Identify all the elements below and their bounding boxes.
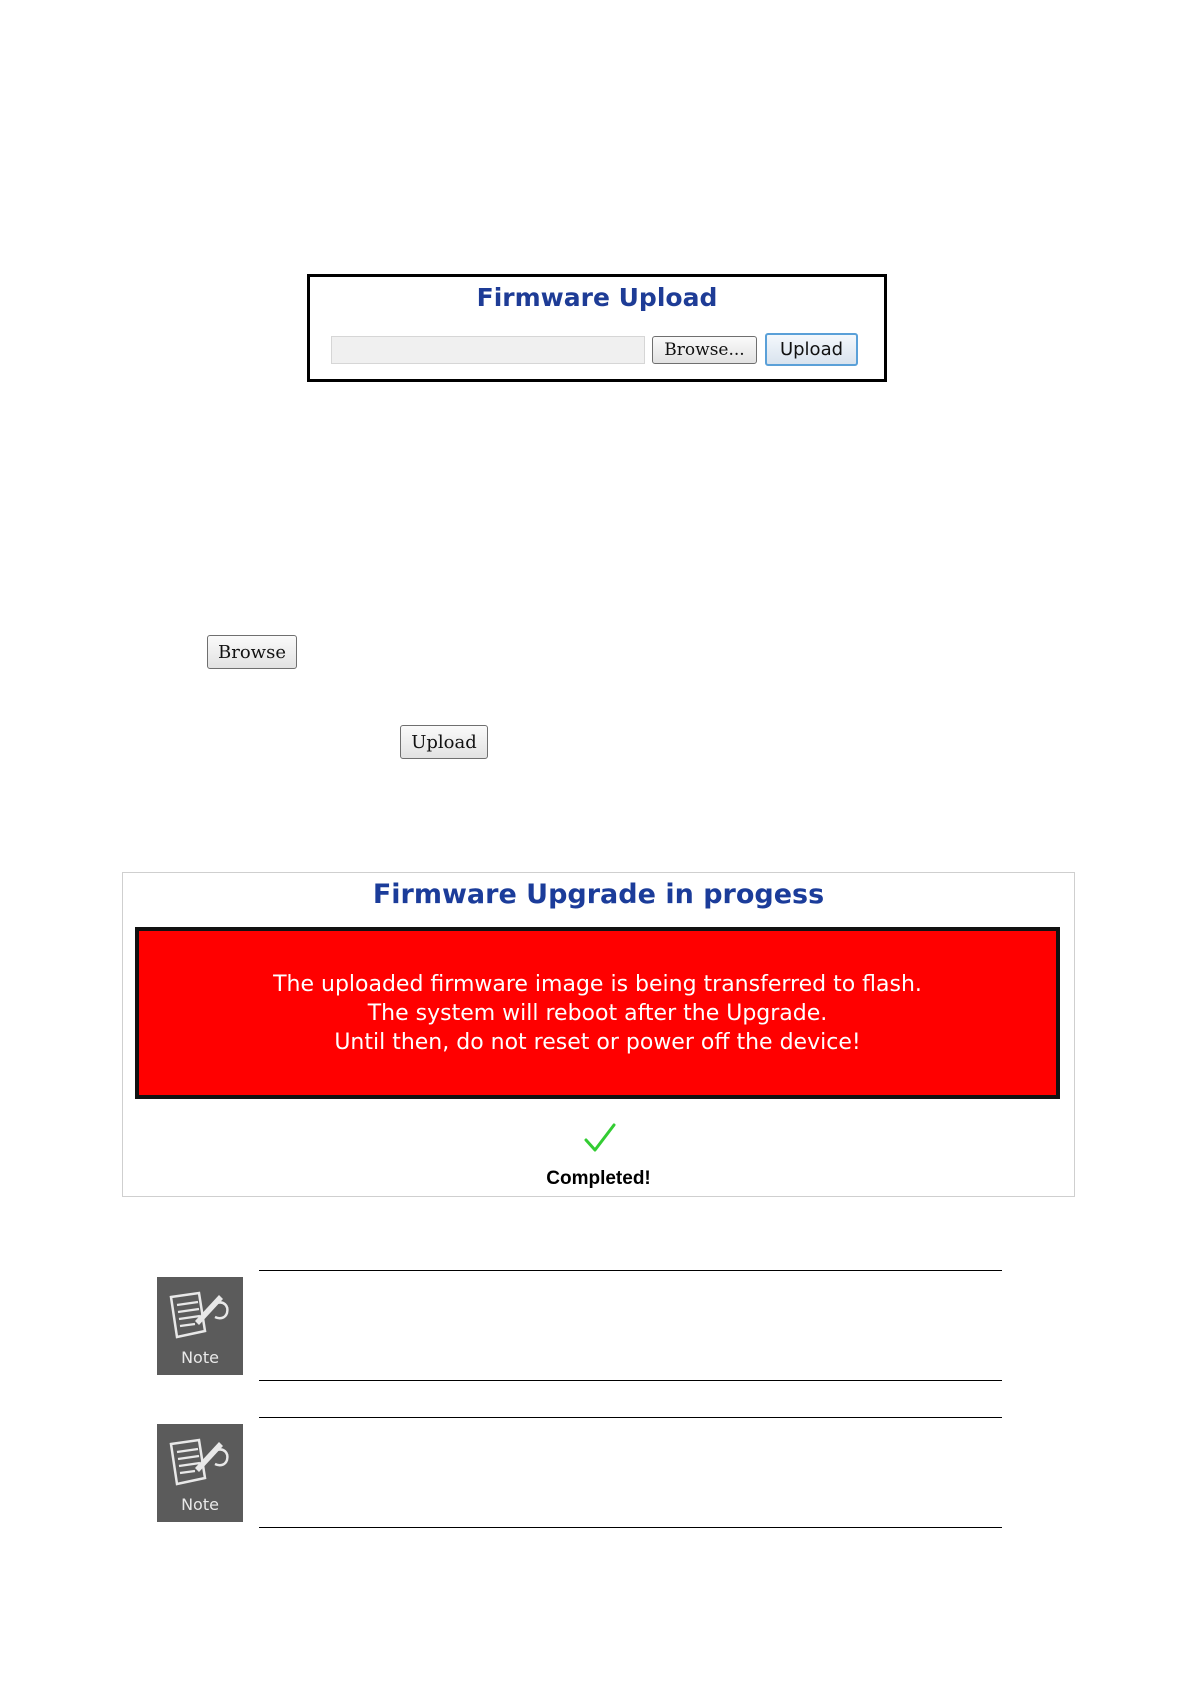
firmware-upgrade-progress-panel [122, 872, 1075, 1197]
note-label: Note [181, 1495, 219, 1514]
note-2-top-rule [259, 1417, 1002, 1418]
browse-button[interactable]: Browse... [652, 336, 757, 364]
note-2-bottom-rule [259, 1527, 1002, 1528]
note-pencil-icon [165, 1434, 235, 1490]
warning-line-2: The system will reboot after the Upgrade. [367, 1000, 828, 1026]
warning-line-3: Until then, do not reset or power off the device! [334, 1029, 861, 1055]
completed-status: Completed! [546, 1168, 651, 1189]
note-icon [157, 1424, 243, 1522]
upload-button-standalone[interactable]: Upload [400, 725, 488, 759]
firmware-upload-title: Firmware Upload [476, 283, 718, 312]
note-icon [157, 1277, 243, 1375]
note-pencil-icon [165, 1287, 235, 1343]
note-1-top-rule [259, 1270, 1002, 1271]
browse-button-standalone[interactable]: Browse [207, 635, 297, 669]
upload-button[interactable]: Upload [765, 333, 858, 366]
firmware-upload-panel [307, 274, 887, 382]
warning-box [135, 927, 1060, 1099]
firmware-file-input[interactable] [331, 336, 645, 364]
note-label: Note [181, 1348, 219, 1367]
warning-line-1: The uploaded firmware image is being transferred to flash. [273, 971, 922, 997]
note-1-bottom-rule [259, 1380, 1002, 1381]
progress-title: Firmware Upgrade in progess [372, 879, 825, 910]
checkmark-icon [583, 1121, 617, 1155]
